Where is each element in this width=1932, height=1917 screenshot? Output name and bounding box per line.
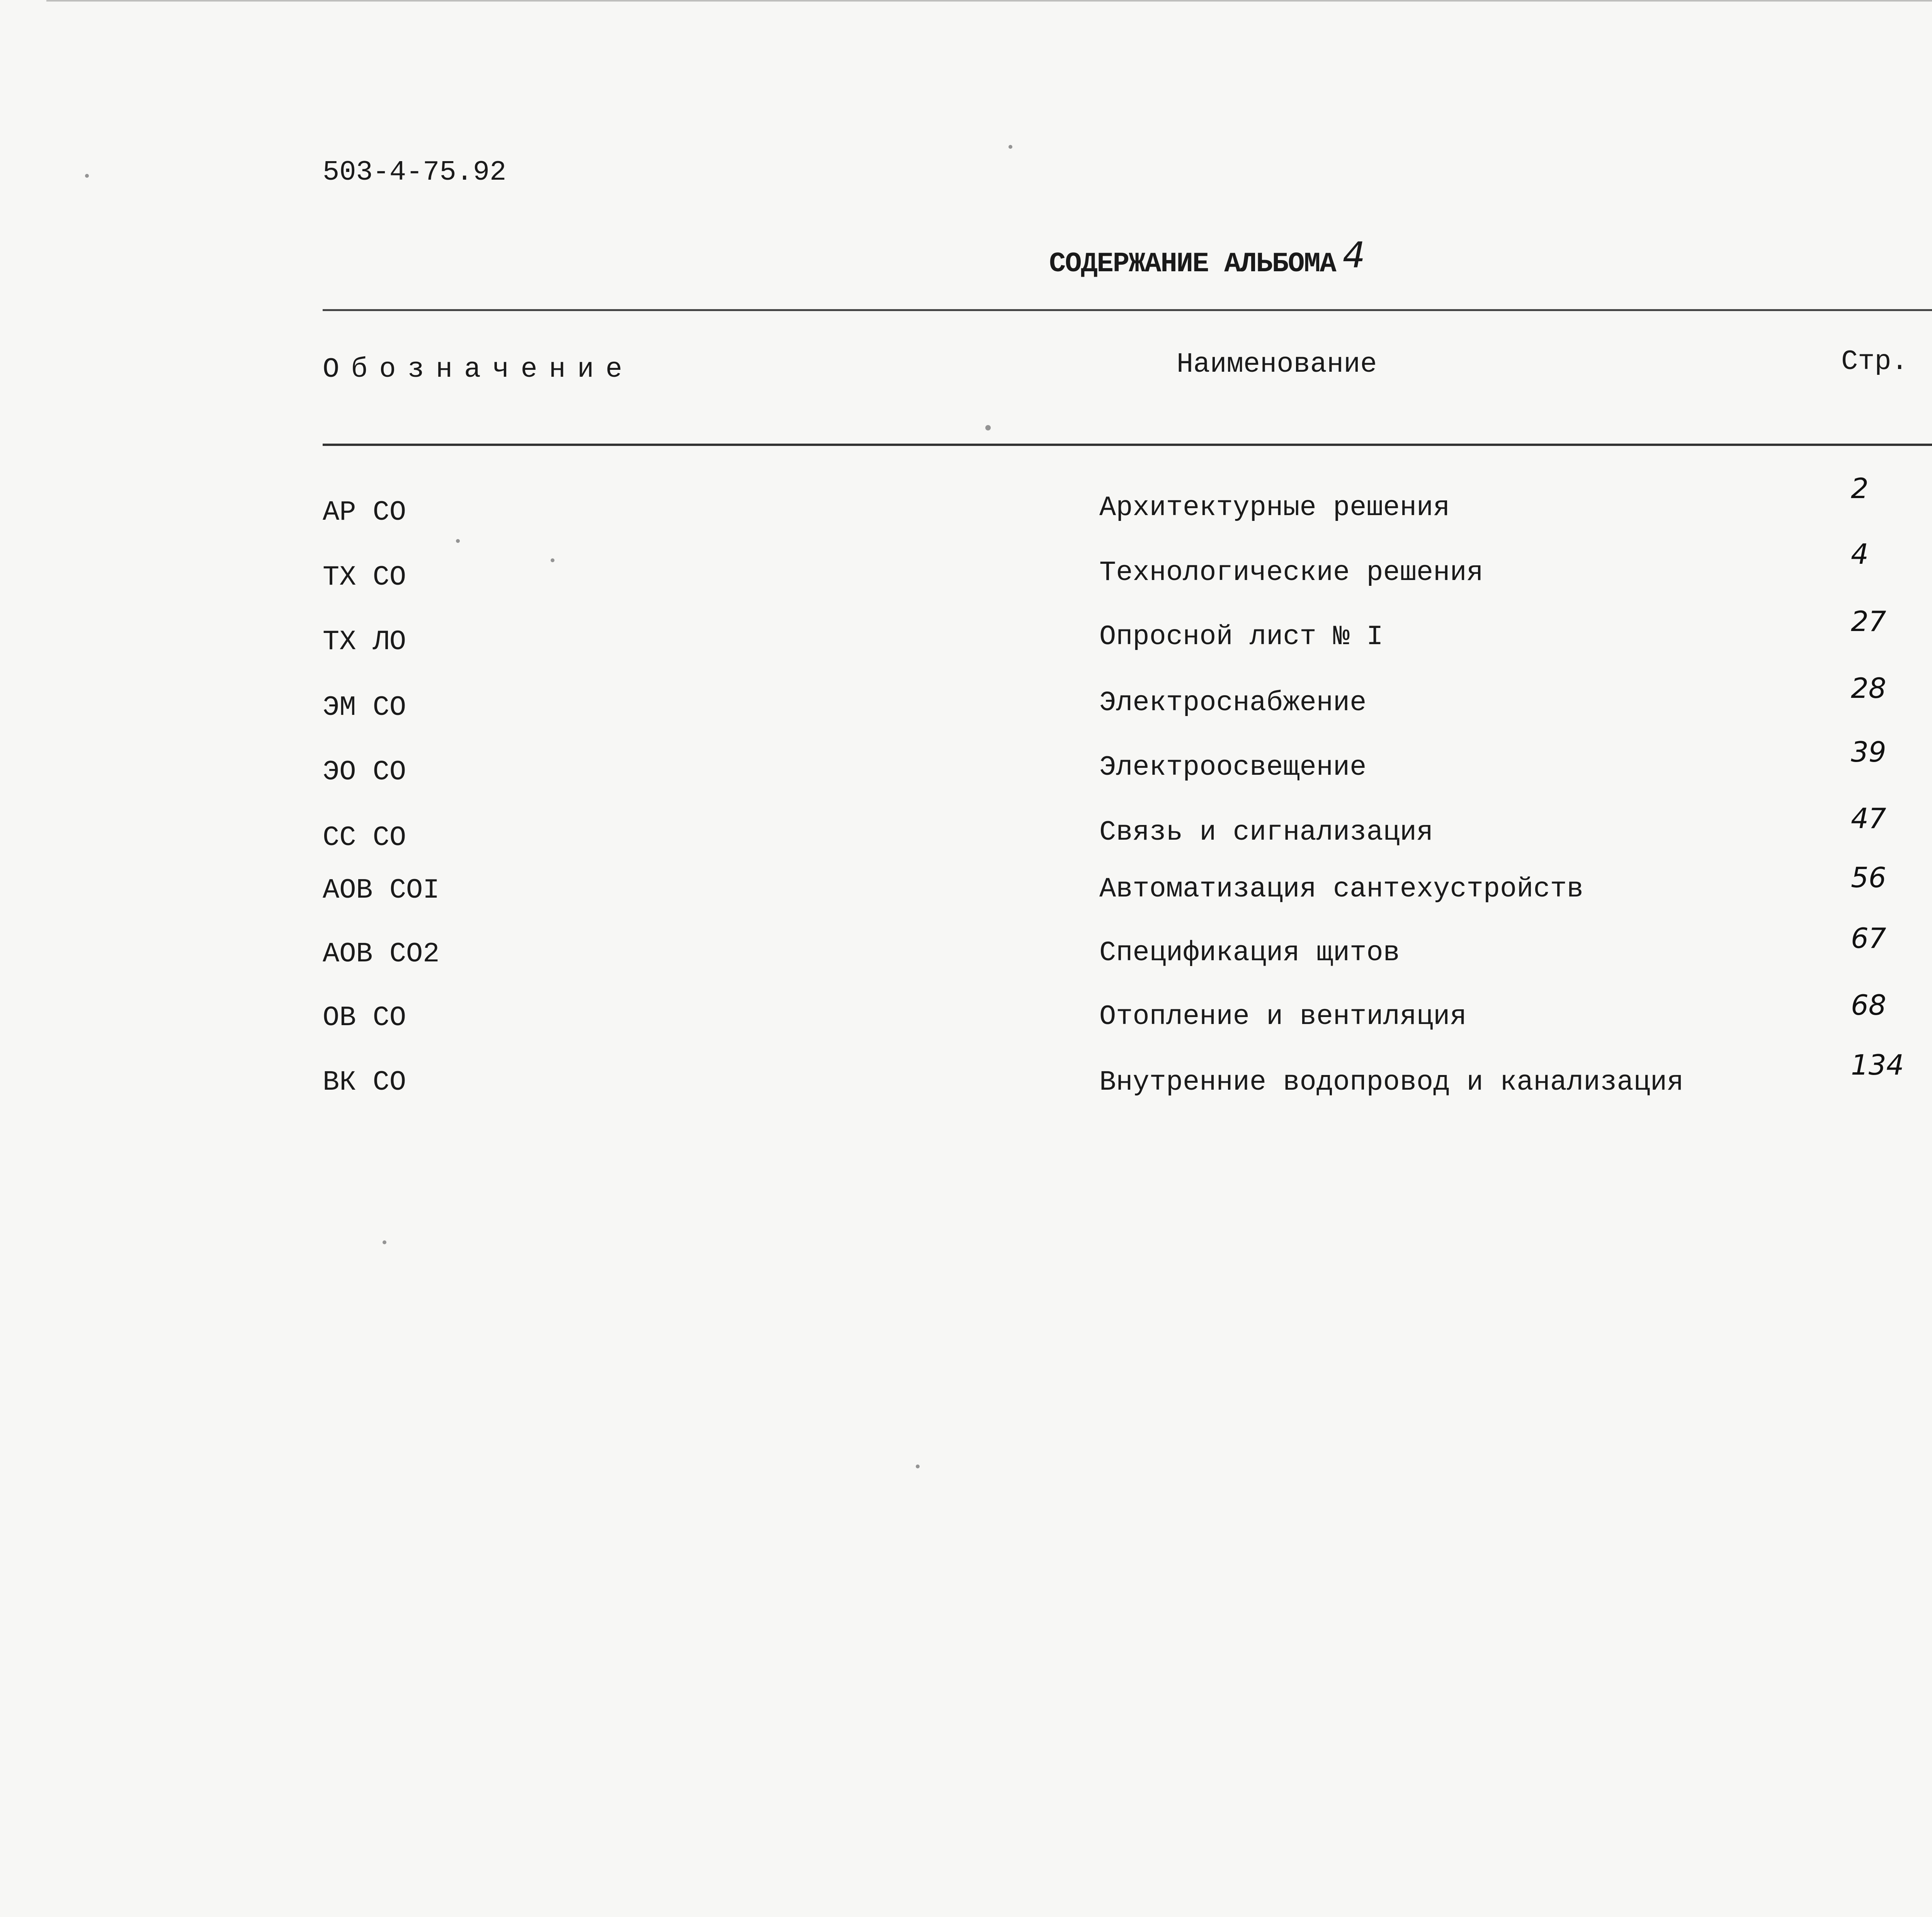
row-name-5: Электроосвещение bbox=[1099, 752, 1367, 783]
row-page-2: 4 bbox=[1851, 538, 1869, 570]
row-page-9: 68 bbox=[1851, 989, 1886, 1021]
scan-speck bbox=[551, 558, 554, 562]
scan-speck bbox=[456, 539, 460, 543]
scan-speck bbox=[985, 425, 991, 430]
scan-speck bbox=[85, 174, 89, 178]
row-designation-1: АР СО bbox=[323, 497, 406, 528]
row-name-9: Отопление и вентиляция bbox=[1099, 1001, 1467, 1032]
table-top-rule bbox=[323, 309, 1932, 311]
column-header-page: Стр. bbox=[1841, 346, 1908, 378]
scan-top-edge bbox=[46, 0, 1932, 2]
row-designation-2: ТХ СО bbox=[323, 561, 406, 593]
scan-speck bbox=[383, 1240, 386, 1244]
row-page-8: 67 bbox=[1851, 922, 1886, 954]
page-title bbox=[1049, 235, 1365, 280]
column-header-designation: Обозначение bbox=[323, 354, 634, 385]
column-header-name: Наименование bbox=[1177, 349, 1377, 380]
row-name-2: Технологические решения bbox=[1099, 557, 1483, 589]
row-name-8: Спецификация щитов bbox=[1099, 937, 1400, 969]
row-name-3: Опросной лист № I bbox=[1099, 621, 1383, 653]
row-page-4: 28 bbox=[1851, 672, 1886, 704]
scan-speck bbox=[916, 1465, 920, 1468]
row-name-10: Внутренние водопровод и канализация bbox=[1099, 1067, 1684, 1098]
row-page-7: 56 bbox=[1851, 861, 1886, 894]
table-header-rule bbox=[323, 444, 1932, 446]
scan-speck bbox=[1009, 145, 1012, 149]
row-designation-5: ЭО СО bbox=[323, 756, 406, 788]
row-designation-3: ТХ ЛО bbox=[323, 626, 406, 658]
title-text: СОДЕРЖАНИЕ АЛЬБОМА bbox=[1049, 248, 1336, 280]
row-name-4: Электроснабжение bbox=[1099, 687, 1367, 719]
row-name-6: Связь и сигнализация bbox=[1099, 816, 1434, 848]
title-album-number: 4 bbox=[1342, 235, 1365, 276]
row-page-10: 134 bbox=[1851, 1049, 1904, 1081]
row-designation-9: ОВ СО bbox=[323, 1002, 406, 1034]
row-name-1: Архитектурные решения bbox=[1099, 492, 1450, 524]
row-page-3: 27 bbox=[1851, 605, 1886, 638]
row-designation-7: АОВ СОI bbox=[323, 874, 440, 906]
row-page-6: 47 bbox=[1851, 802, 1886, 835]
row-page-5: 39 bbox=[1851, 736, 1886, 768]
row-name-7: Автоматизация сантехустройств bbox=[1099, 873, 1584, 905]
row-designation-4: ЭМ СО bbox=[323, 692, 406, 723]
row-designation-8: АОВ СО2 bbox=[323, 938, 440, 970]
row-designation-10: ВК СО bbox=[323, 1067, 406, 1098]
document-code: 503-4-75.92 bbox=[323, 156, 507, 188]
row-page-1: 2 bbox=[1851, 472, 1869, 505]
row-designation-6: СС СО bbox=[323, 822, 406, 854]
